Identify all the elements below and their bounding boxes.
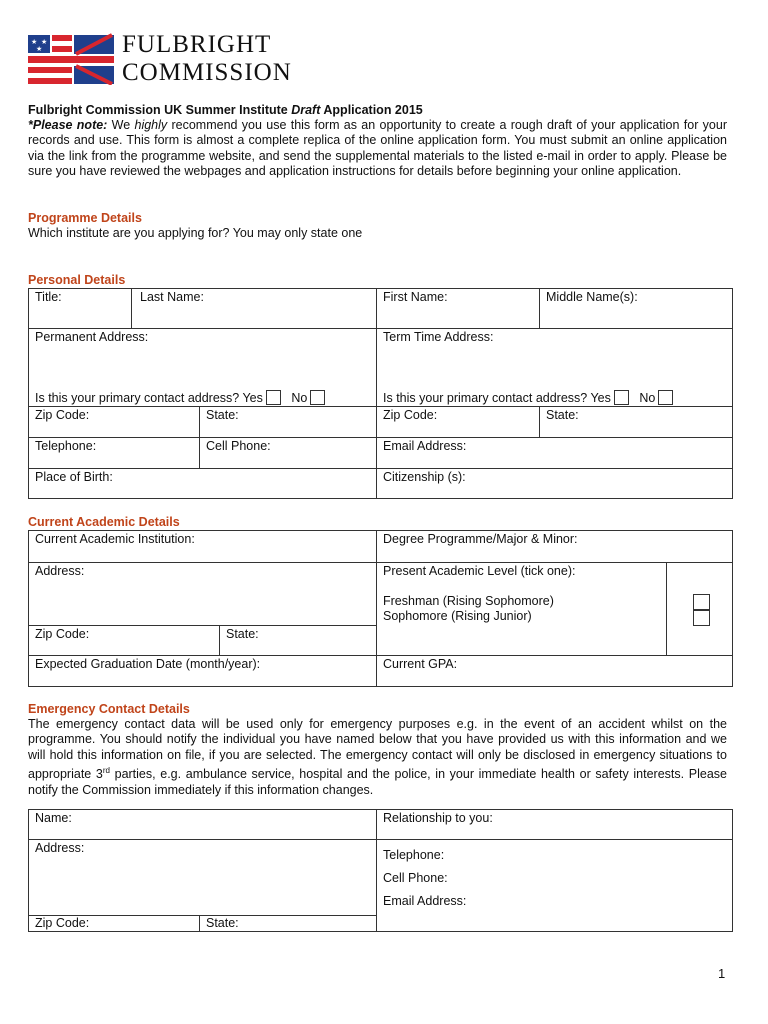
emergency-sup: rd: [102, 766, 110, 776]
academic-zip-field[interactable]: [28, 625, 220, 656]
emergency-heading: Emergency Contact Details: [28, 702, 190, 716]
cell-label: Cell Phone:: [206, 439, 271, 453]
no-label: No: [291, 391, 308, 405]
emergency-zip-field[interactable]: [28, 915, 200, 932]
title-draft: Draft: [291, 103, 321, 117]
note-text: recommend you use this form as an opportunity to create a rough draft of your application for your records and use. This form is almost a complete replica of the online application form. You must submit an online application via the link from the programme website, and send the supplemental materials to the listed e-mail in order to apply. Please be sure you have reviewed the webpages and application instructions for details before beginning your online application.: [28, 118, 727, 179]
degree-field[interactable]: [376, 530, 733, 563]
sophomore-label: Sophomore (Rising Junior): [383, 609, 532, 623]
relationship-field[interactable]: [376, 809, 733, 840]
note-highly: highly: [134, 118, 168, 132]
svg-text:★: ★: [36, 46, 43, 53]
emergency-text-pre: The emergency contact data will be used only for emergency purposes e.g. in the event of an accident whilst on the programme. You should notify the individual you have named below that you have provided us with this information and we will hold this information on file, if you are selected. The emergency contact will only be disclosed in emergency situations to appropriate 3: [28, 717, 727, 782]
gpa-field[interactable]: [376, 655, 733, 687]
no-checkbox[interactable]: [658, 390, 673, 405]
yes-checkbox[interactable]: [266, 390, 281, 405]
yes-checkbox[interactable]: [614, 390, 629, 405]
primary-question: Is this your primary contact address? Yes: [35, 391, 263, 405]
no-checkbox[interactable]: [310, 390, 325, 405]
relationship-label: Relationship to you:: [383, 811, 493, 825]
zip-label: Zip Code:: [383, 408, 438, 422]
term-zip-field[interactable]: [376, 406, 540, 438]
graduation-field[interactable]: [28, 655, 377, 687]
first-name-field[interactable]: [376, 288, 540, 329]
state-label: State:: [206, 916, 239, 930]
academic-level-cell: [376, 562, 667, 656]
freshman-label: Freshman (Rising Sophomore): [383, 594, 554, 608]
zip-label: Zip Code:: [35, 627, 90, 641]
emergency-contact-cell[interactable]: [376, 839, 733, 932]
citizenship-field[interactable]: [376, 468, 733, 499]
state-label: State:: [226, 627, 259, 641]
birth-place-field[interactable]: [28, 468, 377, 499]
svg-text:★: ★: [41, 39, 48, 46]
last-name-field[interactable]: [131, 288, 377, 329]
telephone-field[interactable]: [28, 437, 200, 469]
note-pre: We: [107, 118, 135, 132]
programme-question: Which institute are you applying for? You may only state one: [28, 226, 363, 240]
primary-question: Is this your primary contact address? Yes: [383, 391, 611, 405]
flag-logo-icon: [28, 33, 114, 85]
telephone-label: Telephone:: [383, 848, 445, 862]
last-name-label: Last Name:: [140, 290, 204, 304]
note-paragraph: [28, 118, 727, 180]
academic-address-field[interactable]: [28, 562, 377, 626]
email-field[interactable]: [376, 437, 733, 469]
title-label: Title:: [35, 290, 62, 304]
graduation-label: Expected Graduation Date (month/year):: [35, 657, 261, 671]
institution-label: Current Academic Institution:: [35, 532, 195, 546]
personal-heading: Personal Details: [28, 273, 126, 287]
permanent-address-field[interactable]: [28, 328, 377, 407]
level-checkbox-cell: [666, 562, 733, 656]
middle-names-field[interactable]: [539, 288, 733, 329]
logo-line2: COMMISSION: [122, 59, 292, 86]
permanent-address-label: Permanent Address:: [35, 330, 149, 344]
address-label: Address:: [35, 841, 85, 855]
cell-phone-field[interactable]: [199, 437, 377, 469]
title-field[interactable]: [28, 288, 132, 329]
term-address-field[interactable]: [376, 328, 733, 407]
no-label: No: [639, 391, 656, 405]
zip-label: Zip Code:: [35, 408, 90, 422]
citizenship-label: Citizenship (s):: [383, 470, 466, 484]
logo-line1: FULBRIGHT: [122, 31, 272, 58]
programme-heading: Programme Details: [28, 211, 142, 225]
emergency-address-field[interactable]: [28, 839, 377, 916]
form-title: [28, 103, 423, 117]
state-field[interactable]: [199, 406, 377, 438]
email-label: Email Address:: [383, 894, 467, 908]
name-label: Name:: [35, 811, 72, 825]
emergency-state-field[interactable]: [199, 915, 377, 932]
title-post: Application 2015: [320, 103, 423, 117]
page-number: 1: [718, 966, 726, 981]
academic-state-field[interactable]: [219, 625, 377, 656]
zip-label: Zip Code:: [35, 916, 90, 930]
middle-names-label: Middle Name(s):: [546, 290, 638, 304]
address-label: Address:: [35, 564, 85, 578]
gpa-label: Current GPA:: [383, 657, 458, 671]
telephone-label: Telephone:: [35, 439, 97, 453]
level-label: Present Academic Level (tick one):: [383, 564, 576, 578]
term-address-label: Term Time Address:: [383, 330, 494, 344]
note-label: *Please note:: [28, 118, 108, 132]
cell-label: Cell Phone:: [383, 871, 448, 885]
emergency-name-field[interactable]: [28, 809, 377, 840]
state-label: State:: [206, 408, 239, 422]
term-state-field[interactable]: [539, 406, 733, 438]
degree-label: Degree Programme/Major & Minor:: [383, 532, 578, 546]
emergency-paragraph: [28, 717, 727, 798]
state-label: State:: [546, 408, 579, 422]
emergency-text-post: parties, e.g. ambulance service, hospital and the police, in your immediate health or safety interests. Please notify the Commission immediately if this information changes.: [28, 767, 727, 797]
academic-heading: Current Academic Details: [28, 515, 180, 529]
email-label: Email Address:: [383, 439, 467, 453]
title-pre: Fulbright Commission UK Summer Institute: [28, 103, 292, 117]
svg-text:★: ★: [31, 39, 38, 46]
institution-field[interactable]: [28, 530, 377, 563]
sophomore-checkbox[interactable]: [693, 609, 710, 626]
birth-label: Place of Birth:: [35, 470, 113, 484]
zip-field[interactable]: [28, 406, 200, 438]
first-name-label: First Name:: [383, 290, 448, 304]
